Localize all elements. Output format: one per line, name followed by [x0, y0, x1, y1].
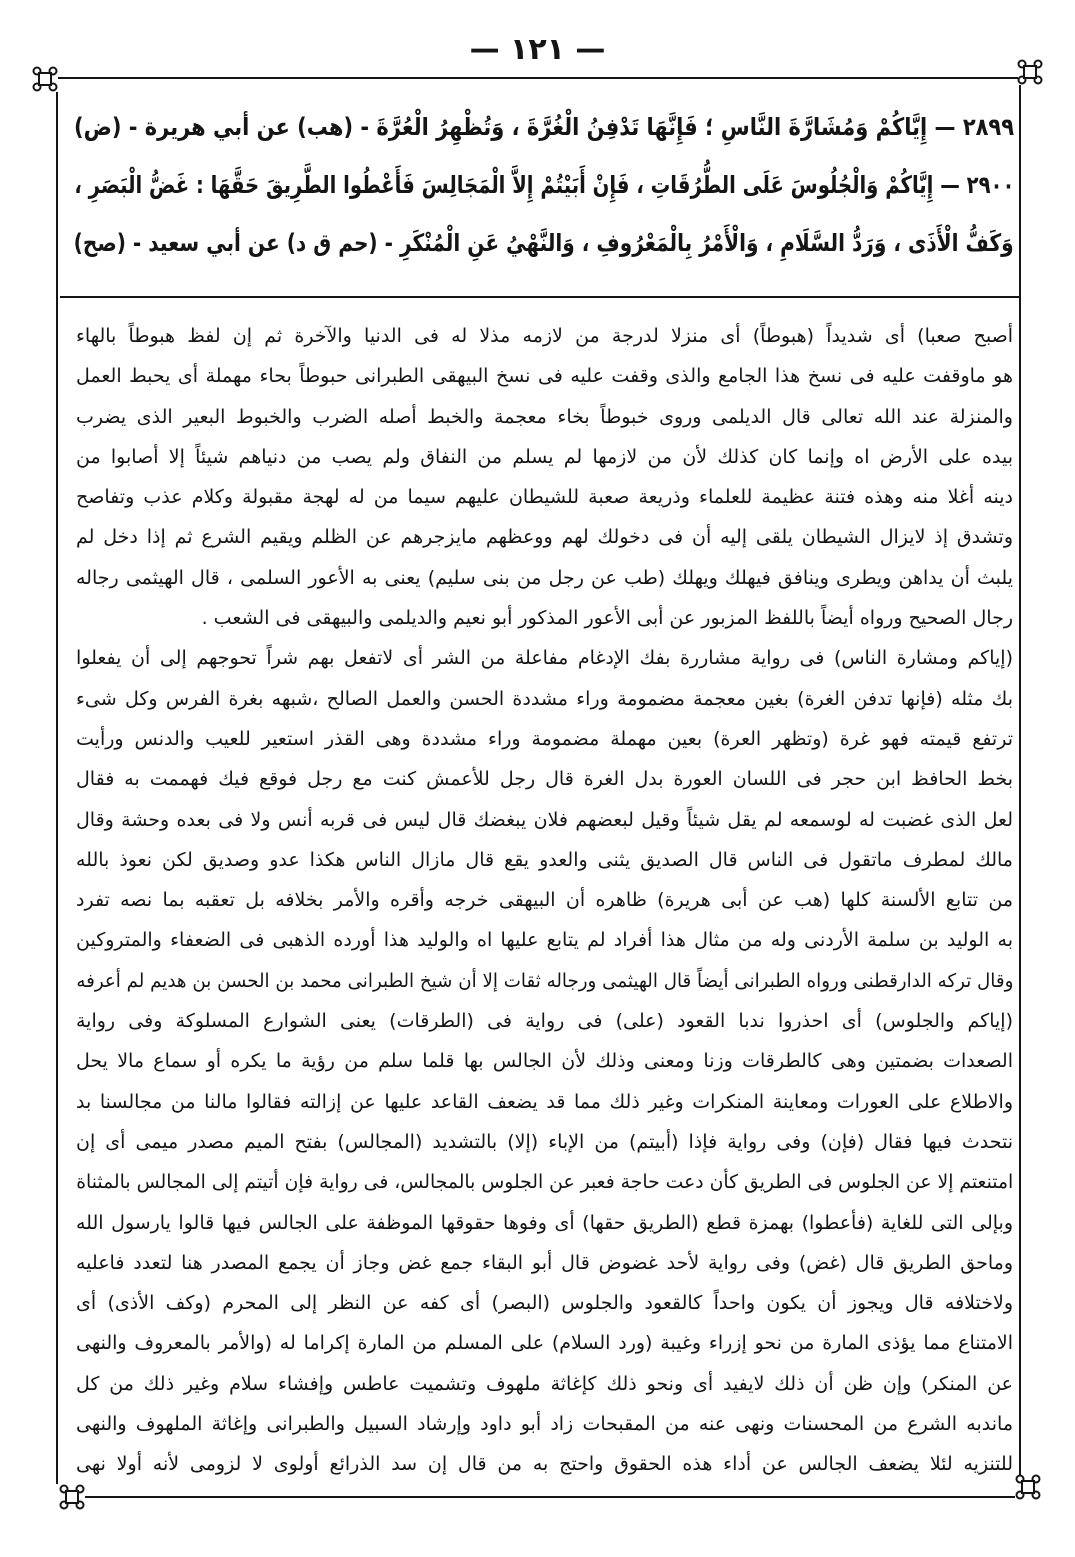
- commentary-line: بك مثله (فإنها تدفن الغرة) بغين معجمة مضمومة وراء مشددة الحسن والعمل الصالح ،شبهه بغرة الفرس وكل شىء: [76, 687, 1013, 710]
- frame-bottom-rule: [85, 1496, 1015, 1498]
- commentary-line: أصبح صعبا) أى شديداً (هبوطاً) أى منزلا لدرجة من لازمه مذلا له فى الدنيا والآخرة ثم إن لفظ هبوطاً بالهاء: [76, 325, 1013, 347]
- commentary-line: رجال الصحيح ورواه أيضاً باللفظ المزبور عن أبى الأعور المذكور أبو نعيم والديلمى والبيهقى فى الشعب .: [201, 607, 1013, 630]
- corner-knot-icon: [59, 1484, 85, 1510]
- commentary-line: (إياكم والجلوس) أى احذروا ندبا القعود (على) فى رواية فى (الطرقات) يعنى الشوارع المسلوكة وفى رواية: [76, 1010, 1013, 1033]
- commentary-line: (إياكم ومشارة الناس) فى رواية مشاررة بفك الإدغام مفاعلة من الشر أى لاتفعل بهم شراً تحوجهم إلى أن يفعلوا: [76, 647, 1013, 670]
- commentary-line: هو ماوقفت عليه فى نسخ هذا الجامع والذى وقفت عليه فى نسخ البيهقى الطبرانى حبوطاً بحاء مهملة أى يحبط العمل: [76, 365, 1013, 388]
- commentary-line: لعل الذى غضبت له لوسمعه لم يقل شيئاً وقيل لبعضهم فلان يبغضك قال ليس فى قربه أنس ولا فى بعده وحشة وقال: [76, 808, 1013, 831]
- commentary-line: من تتابع الألسنة كلها (هب عن أبى هريرة) ظاهره أن البيهقى خرجه وأقره والأمر بخلافه بل تعقبه بما نصه تفرد: [76, 889, 1013, 912]
- frame-left-rule: [56, 92, 58, 1484]
- section-separator-rule: [60, 296, 1020, 298]
- commentary-line: امتنعتم إلا عن الجلوس فى الطريق كأن دعت حاجة فعبر عن الجلوس بالمجالس، فى رواية فإن أتيتم إلى المجالس بالمثناة: [76, 1171, 1013, 1194]
- commentary-line: ترتفع قيمته فهو غرة (وتظهر العرة) بعين مهملة مضمومة وراء مشددة وهى القذر استعير للعيب والدنس ورأيت: [76, 727, 1013, 750]
- hadith-line: وَكَفُّ الْأَذَى ، وَرَدُّ السَّلَامِ ، وَالْأَمْرُ بِالْمَعْرُوفِ ، وَالنَّهْيُ عَنِ الْمُنْكَرِ - (حم ق د) عن أبي سعيد - (صح): [74, 229, 1014, 257]
- hadith-block: [74, 98, 1014, 274]
- commentary-line: بيده على الأرض اه وإنما كان كذلك لأن من لازمها لم يسلم من النفاق ولم يصب من دنياهم شيئاً إلا أصابوا من: [76, 445, 1013, 468]
- commentary-line: والمنزلة عند الله تعالى قال الديلمى وروى خبوطاً بخاء معجمة والخبط أصله الضرب والخبوط البعير الذى يضرب: [76, 405, 1013, 428]
- corner-knot-icon: [32, 66, 58, 92]
- commentary-line: به الوليد بن سلمة الأردنى وله من مثال هذا أفراد لم يتابع عليها اه والوليد هذا أورده الذهبى فى الضعفاء والمتروكين: [76, 929, 1013, 952]
- commentary-line: يلبث أن يداهن ويطرى وينافق فيهلك ويهلك (طب عن رجل من بنى سليم) يعنى به الأعور السلمى ، قال الهيثمى رجاله: [76, 566, 1013, 589]
- corner-knot-icon: [1015, 1474, 1041, 1500]
- commentary-line: نتحدث فيها فقال (فإن) وفى رواية فإذا (أبيتم) من الإباء (إلا) بالتشديد (المجالس) بفتح الميم مصدر ميمى أى إن: [76, 1130, 1013, 1153]
- commentary-line: الصعدات بضمتين وهى كالطرقات وزنا ومعنى وذلك لأن الجالس بها قلما سلم من رؤية ما يكره أو سماع مالا يحل: [76, 1050, 1013, 1073]
- commentary-line: وقال تركه الدارقطنى ورواه الطبرانى أيضاً قال الهيثمى ورجاله ثقات إلا أن شيخ الطبرانى محمد بن الحسن بن هديم لم أعرفه: [76, 969, 1013, 992]
- commentary-line: ماندبه الشرع من المحسنات ونهى عنه من المقبحات زاد أبو داود وإرشاد السبيل والطبرانى وإغاثة الملهوف والنهى: [76, 1413, 1013, 1436]
- commentary-line: مالك لمطرف ماتقول فى الناس قال الصديق يثنى والعدو يقع قال مازال الناس هكذا عدو وصديق لكن نعوذ بالله: [76, 848, 1013, 871]
- page-number: — ١٢١ —: [469, 32, 606, 67]
- commentary-line: بخط الحافظ ابن حجر فى اللسان العورة بدل الغرة قال رجل للأعمش كنت مع رجل فوقع فيك فهممت به فقال: [76, 768, 1013, 791]
- commentary-line: والاطلاع على العورات ومعاينة المنكرات وغير ذلك مما قد يضعف القاعد عليها عن إزالته فقالوا مالنا من مجالسنا بد: [76, 1090, 1013, 1113]
- commentary-line: وبإلى التى للغاية (فأعطوا) بهمزة قطع (الطريق حقها) أى وفوها حقوقها الموظفة على الجالس فيها قالوا يارسول الله: [76, 1211, 1013, 1234]
- commentary-line: وماحق الطريق قال (غض) وفى رواية لأحد غضوض قال أبو البقاء جمع غض وجاز أن يجمع المصدر هنا لتعدد فاعليه: [76, 1251, 1013, 1274]
- commentary-block: [76, 316, 1013, 1486]
- commentary-line: وتشدق إذ لايزال الشيطان يلقى إليه أن فى دخولك لهم ووعظهم مايزجرهم عن الظلم ويقيم الشرع ثم إذا دخل لم: [76, 526, 1013, 549]
- commentary-line: الامتناع مما يؤذى المارة من نحو إزراء وغيبة (ورد السلام) على المسلم من المارة إكراما له (والأمر بالمعروف والنهى: [76, 1332, 1013, 1355]
- hadith-line: ٢٨٩٩ — إِيَّاكُمْ وَمُشَارَّةَ النَّاسِ ؛ فَإِنَّهَا تَدْفِنُ الْغُرَّةَ ، وَتُظْهِرُ الْعُرَّةَ - (هب) عن أبي هريرة - (ض): [74, 113, 1014, 141]
- frame-right-rule: [1019, 85, 1021, 1475]
- commentary-line: ولاختلافه قال ويجوز أن يكون واحداً كالقعود والجلوس (البصر) أى كفه عن النظر إلى المحرم (وكف الأذى) أى: [76, 1292, 1013, 1315]
- hadith-line: ٢٩٠٠ — إِيَّاكُمْ وَالْجُلُوسَ عَلَى الطُّرُقَاتِ ، فَإِنْ أَبَيْتُمْ إِلاَّ الْمَجَالِسَ فَأَعْطُوا الطَّرِيقَ حَقَّهَا : غَضُّ الْبَصَرِ ،: [74, 171, 1014, 199]
- frame-top-rule: [58, 77, 1018, 79]
- commentary-line: عن المنكر) وإن ظن أن ذلك لايفيد أى ونحو ذلك كإغاثة ملهوف وتشميت عاطس وإفشاء سلام وغير ذلك من كل: [76, 1372, 1013, 1395]
- commentary-line: دينه أغلا منه وهذه فتنة عظيمة للعلماء وذريعة صعبة للشيطان عليهم سيما من له لهجة مقبولة وكلام عذب وتفاصح: [76, 486, 1013, 509]
- corner-knot-icon: [1017, 59, 1043, 85]
- commentary-line: للتنزيه لئلا يضعف الجالس عن أداء هذه الحقوق واحتج به من قال إن سد الذرائع أولوى لا لزومى لأنه أولا نهى: [76, 1453, 1013, 1476]
